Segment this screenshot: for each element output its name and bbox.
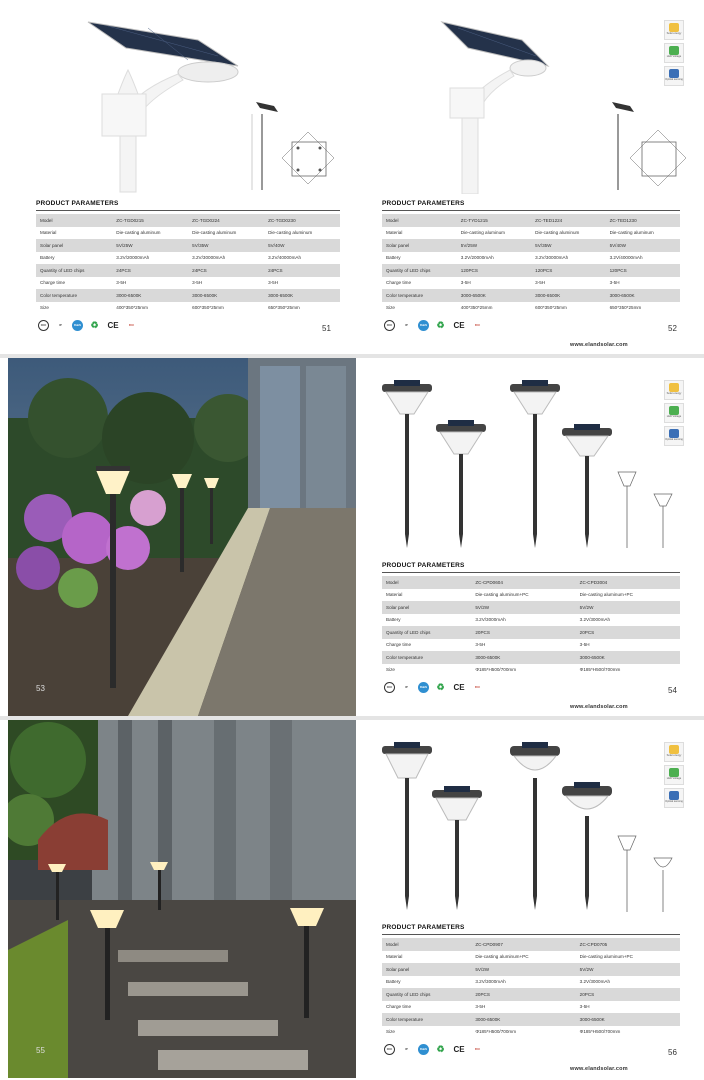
param-label-cell: Quantity of LED chips bbox=[382, 626, 471, 639]
led-voltage-icon-glyph bbox=[669, 46, 679, 55]
param-value-cell: 5V/40W bbox=[264, 239, 340, 252]
table-row bbox=[36, 302, 340, 315]
table-row bbox=[382, 277, 680, 290]
param-value-cell: 400*350*25mm bbox=[112, 302, 188, 315]
garden-scene-illustration bbox=[8, 358, 356, 716]
param-value-cell: 3.2V/20000mAh bbox=[112, 252, 188, 265]
feature-label: Optical sensing bbox=[665, 78, 683, 81]
table-row bbox=[382, 664, 680, 677]
table-row bbox=[382, 976, 680, 989]
ce-mark-icon: CE bbox=[453, 321, 465, 330]
param-label-cell: Color temperature bbox=[382, 1013, 471, 1026]
fcc-icon: FCC bbox=[474, 1048, 481, 1051]
feature-label: Optical sensing bbox=[665, 438, 683, 441]
param-value-cell: 5V/2W bbox=[471, 963, 575, 976]
param-value-cell: 120PCS bbox=[457, 264, 531, 277]
param-value-cell: 3-5H bbox=[471, 639, 575, 652]
param-value-cell: 3000-6500K bbox=[531, 289, 605, 302]
page-number: 51 bbox=[322, 324, 331, 333]
street-light-dimension-diagram bbox=[246, 94, 336, 194]
param-value-cell: ZC-CPD0705 bbox=[576, 938, 680, 951]
ccc-icon: CCC bbox=[38, 320, 49, 331]
table-row bbox=[382, 214, 680, 227]
param-value-cell: 3000-6500K bbox=[112, 289, 188, 302]
param-value-cell: Φ185*H500/700mm bbox=[576, 664, 680, 677]
param-label-cell: Solar panel bbox=[382, 963, 471, 976]
page-number: 56 bbox=[668, 1048, 677, 1057]
param-label-cell: Solar panel bbox=[382, 239, 457, 252]
table-row bbox=[36, 227, 340, 240]
param-value-cell: Die-casting aluminum+PC bbox=[471, 951, 575, 964]
table-row bbox=[382, 951, 680, 964]
param-value-cell: 3-5H bbox=[471, 1001, 575, 1014]
table-row bbox=[382, 1001, 680, 1014]
param-value-cell: Φ185*H500/700mm bbox=[576, 1026, 680, 1039]
ip-rating-icon: IP bbox=[405, 1048, 408, 1051]
param-label-cell: Battery bbox=[36, 252, 112, 265]
table-row bbox=[382, 289, 680, 302]
param-value-cell: 5V/35W bbox=[188, 239, 264, 252]
feature-icons bbox=[664, 20, 684, 86]
param-value-cell: 3.2V/3000mAh bbox=[576, 976, 680, 989]
params-title: PRODUCT PARAMETERS bbox=[382, 924, 465, 931]
params-divider bbox=[36, 210, 340, 211]
website-url: www.elandsolar.com bbox=[570, 1066, 628, 1072]
param-label-cell: Size bbox=[36, 302, 112, 315]
param-value-cell: 3.2V/30000mAh bbox=[531, 252, 605, 265]
param-value-cell: 3.2V/30000mAh bbox=[188, 252, 264, 265]
param-label-cell: Charge time bbox=[382, 277, 457, 290]
sun-energy-icon bbox=[664, 20, 684, 40]
param-value-cell: 5V/2W bbox=[471, 601, 575, 614]
fcc-icon: FCC bbox=[474, 324, 481, 327]
catalog-spread-55-56 bbox=[8, 720, 696, 1078]
product-parameters-table bbox=[382, 576, 680, 676]
page-number: 54 bbox=[668, 686, 677, 695]
param-label-cell: Material bbox=[36, 227, 112, 240]
lawn-light-product-image bbox=[378, 376, 618, 556]
param-value-cell: Die-casting aluminum bbox=[112, 227, 188, 240]
param-value-cell: ZC-TGD0215 bbox=[112, 214, 188, 227]
table-row bbox=[382, 227, 680, 240]
param-value-cell: 3.2V/3000mAh bbox=[471, 614, 575, 627]
param-label-cell: Quantity of LED chips bbox=[36, 264, 112, 277]
params-title: PRODUCT PARAMETERS bbox=[382, 562, 465, 569]
param-label-cell: Color temperature bbox=[36, 289, 112, 302]
patio-lawn-light-photo bbox=[8, 720, 356, 1078]
param-label-cell: Solar panel bbox=[36, 239, 112, 252]
param-value-cell: 20PCS bbox=[471, 988, 575, 1001]
optical-sensing-icon-glyph bbox=[669, 791, 679, 800]
table-row bbox=[382, 639, 680, 652]
sun-energy-icon-glyph bbox=[669, 23, 679, 32]
param-value-cell: ZC-TGD0224 bbox=[188, 214, 264, 227]
table-row bbox=[36, 239, 340, 252]
catalog-page-56 bbox=[358, 720, 696, 1078]
feature-label: LED Voltage bbox=[666, 777, 682, 780]
param-value-cell: 20PCS bbox=[576, 988, 680, 1001]
param-value-cell: 5V/2W bbox=[576, 963, 680, 976]
table-row bbox=[36, 289, 340, 302]
param-value-cell: Die-casting aluminum+PC bbox=[576, 951, 680, 964]
param-label-cell: Charge time bbox=[382, 1001, 471, 1014]
feature-label: LED Voltage bbox=[666, 55, 682, 58]
param-value-cell: 3000-6500K bbox=[471, 651, 575, 664]
param-value-cell: Die-casting aluminum bbox=[188, 227, 264, 240]
led-voltage-icon bbox=[664, 403, 684, 423]
fcc-icon: FCC bbox=[474, 686, 481, 689]
feature-label: Solar energy bbox=[666, 32, 682, 35]
catalog-page-52 bbox=[358, 0, 696, 352]
sun-energy-icon bbox=[664, 742, 684, 762]
recycle-icon: ♻ bbox=[436, 682, 445, 692]
table-row bbox=[382, 576, 680, 589]
param-value-cell: 400*350*25mm bbox=[457, 302, 531, 315]
patio-scene-illustration bbox=[8, 720, 356, 1078]
optical-sensing-icon bbox=[664, 426, 684, 446]
feature-label: Solar energy bbox=[666, 754, 682, 757]
param-label-cell: Size bbox=[382, 1026, 471, 1039]
sun-energy-icon bbox=[664, 380, 684, 400]
website-url: www.elandsolar.com bbox=[570, 342, 628, 348]
ip-rating-icon: IP bbox=[405, 324, 408, 327]
rohs-icon: RoHS bbox=[72, 320, 83, 331]
params-divider bbox=[382, 572, 680, 573]
param-value-cell: ZC-CPD3004 bbox=[576, 576, 680, 589]
param-value-cell: 20PCS bbox=[576, 626, 680, 639]
table-row bbox=[382, 264, 680, 277]
catalog-page-54 bbox=[358, 358, 696, 716]
param-value-cell: 3000-6500K bbox=[264, 289, 340, 302]
led-voltage-icon bbox=[664, 43, 684, 63]
param-value-cell: ZC-TGD0230 bbox=[264, 214, 340, 227]
sun-energy-icon-glyph bbox=[669, 745, 679, 754]
param-value-cell: 3-5H bbox=[112, 277, 188, 290]
param-label-cell: Battery bbox=[382, 614, 471, 627]
table-row bbox=[36, 252, 340, 265]
optical-sensing-icon bbox=[664, 66, 684, 86]
product-parameters-table bbox=[382, 214, 680, 314]
table-row bbox=[382, 302, 680, 315]
param-value-cell: 5V/25W bbox=[457, 239, 531, 252]
param-value-cell: 3-5H bbox=[457, 277, 531, 290]
catalog-spread-53-54 bbox=[8, 358, 696, 716]
feature-label: Solar energy bbox=[666, 392, 682, 395]
ip-rating-icon: IP bbox=[59, 324, 62, 327]
table-row bbox=[382, 614, 680, 627]
param-label-cell: Size bbox=[382, 302, 457, 315]
param-value-cell: 5V/35W bbox=[531, 239, 605, 252]
params-divider bbox=[382, 210, 680, 211]
fcc-icon: FCC bbox=[128, 324, 135, 327]
param-label-cell: Model bbox=[36, 214, 112, 227]
page-number: 52 bbox=[668, 324, 677, 333]
certification-icons bbox=[384, 682, 483, 693]
param-value-cell: 3-5H bbox=[188, 277, 264, 290]
param-value-cell: Die-casting aluminum bbox=[264, 227, 340, 240]
param-label-cell: Material bbox=[382, 951, 471, 964]
param-value-cell: 3.2V/40000mAh bbox=[264, 252, 340, 265]
param-value-cell: 3.2V/3000mAh bbox=[471, 976, 575, 989]
website-url: www.elandsolar.com bbox=[570, 704, 628, 710]
param-value-cell: ZC-CPD0907 bbox=[471, 938, 575, 951]
param-value-cell: 3000-6500K bbox=[576, 1013, 680, 1026]
table-row bbox=[382, 1026, 680, 1039]
param-value-cell: 3000-6500K bbox=[606, 289, 680, 302]
table-row bbox=[382, 252, 680, 265]
table-row bbox=[382, 239, 680, 252]
catalog-spread-51-52 bbox=[8, 0, 696, 352]
param-value-cell: 5V/25W bbox=[112, 239, 188, 252]
param-value-cell: 5V/2W bbox=[576, 601, 680, 614]
param-value-cell: 24PCS bbox=[264, 264, 340, 277]
garden-lawn-light-photo bbox=[8, 358, 356, 716]
param-label-cell: Quantity of LED chips bbox=[382, 264, 457, 277]
param-value-cell: 5V/40W bbox=[606, 239, 680, 252]
param-label-cell: Model bbox=[382, 938, 471, 951]
param-value-cell: 3-5H bbox=[606, 277, 680, 290]
street-light-product-image bbox=[432, 18, 562, 194]
optical-sensing-icon-glyph bbox=[669, 69, 679, 78]
table-row bbox=[382, 626, 680, 639]
page-number: 55 bbox=[36, 1046, 45, 1055]
ccc-icon: CCC bbox=[384, 1044, 395, 1055]
params-title: PRODUCT PARAMETERS bbox=[382, 200, 465, 207]
param-value-cell: 650*350*25mm bbox=[264, 302, 340, 315]
led-voltage-icon-glyph bbox=[669, 768, 679, 777]
param-label-cell: Color temperature bbox=[382, 651, 471, 664]
param-label-cell: Quantity of LED chips bbox=[382, 988, 471, 1001]
street-light-product-image bbox=[78, 14, 248, 194]
param-label-cell: Charge time bbox=[36, 277, 112, 290]
optical-sensing-icon-glyph bbox=[669, 429, 679, 438]
param-label-cell: Battery bbox=[382, 976, 471, 989]
lawn-light-product-image bbox=[378, 738, 618, 918]
led-voltage-icon bbox=[664, 765, 684, 785]
param-value-cell: 600*350*25mm bbox=[531, 302, 605, 315]
param-label-cell: Material bbox=[382, 589, 471, 602]
param-value-cell: 3.2V/20000mAh bbox=[457, 252, 531, 265]
ip-rating-icon: IP bbox=[405, 686, 408, 689]
feature-label: LED Voltage bbox=[666, 415, 682, 418]
param-value-cell: 3-5H bbox=[264, 277, 340, 290]
param-label-cell: Charge time bbox=[382, 639, 471, 652]
param-value-cell: Die-casting aluminum bbox=[531, 227, 605, 240]
certification-icons bbox=[38, 320, 137, 331]
feature-icons bbox=[664, 742, 684, 808]
lawn-light-dimension-diagram bbox=[614, 468, 684, 552]
certification-icons bbox=[384, 1044, 483, 1055]
param-value-cell: 3000-6500K bbox=[471, 1013, 575, 1026]
optical-sensing-icon bbox=[664, 788, 684, 808]
led-voltage-icon-glyph bbox=[669, 406, 679, 415]
table-row bbox=[382, 1013, 680, 1026]
table-row bbox=[382, 988, 680, 1001]
param-value-cell: 600*350*25mm bbox=[188, 302, 264, 315]
param-value-cell: 3000-6500K bbox=[457, 289, 531, 302]
param-value-cell: ZC-TYD1215 bbox=[457, 214, 531, 227]
recycle-icon: ♻ bbox=[436, 320, 445, 330]
page-number: 53 bbox=[36, 684, 45, 693]
param-value-cell: Φ185*H500/700mm bbox=[471, 664, 575, 677]
recycle-icon: ♻ bbox=[436, 1044, 445, 1054]
table-row bbox=[382, 938, 680, 951]
ccc-icon: CCC bbox=[384, 682, 395, 693]
param-label-cell: Color temperature bbox=[382, 289, 457, 302]
product-parameters-table bbox=[382, 938, 680, 1038]
param-value-cell: 24PCS bbox=[112, 264, 188, 277]
ce-mark-icon: CE bbox=[453, 683, 465, 692]
certification-icons bbox=[384, 320, 483, 331]
param-label-cell: Material bbox=[382, 227, 457, 240]
param-value-cell: 3-5H bbox=[531, 277, 605, 290]
param-value-cell: 3000-6500K bbox=[188, 289, 264, 302]
param-value-cell: Die-casting aluminum bbox=[606, 227, 680, 240]
param-value-cell: 20PCS bbox=[471, 626, 575, 639]
feature-label: Optical sensing bbox=[665, 800, 683, 803]
param-value-cell: 3000-6500K bbox=[576, 651, 680, 664]
param-value-cell: 24PCS bbox=[188, 264, 264, 277]
param-value-cell: 3-5H bbox=[576, 1001, 680, 1014]
params-divider bbox=[382, 934, 680, 935]
param-value-cell: ZC-TED1230 bbox=[606, 214, 680, 227]
rohs-icon: RoHS bbox=[418, 1044, 429, 1055]
street-light-dimension-diagram bbox=[602, 94, 692, 194]
param-label-cell: Battery bbox=[382, 252, 457, 265]
table-row bbox=[382, 651, 680, 664]
recycle-icon: ♻ bbox=[90, 320, 99, 330]
param-value-cell: 650*350*25mm bbox=[606, 302, 680, 315]
rohs-icon: RoHS bbox=[418, 320, 429, 331]
lawn-light-dimension-diagram bbox=[614, 832, 684, 916]
ce-mark-icon: CE bbox=[453, 1045, 465, 1054]
feature-icons bbox=[664, 380, 684, 446]
table-row bbox=[36, 264, 340, 277]
sun-energy-icon-glyph bbox=[669, 383, 679, 392]
param-value-cell: ZC-CPD0604 bbox=[471, 576, 575, 589]
param-label-cell: Solar panel bbox=[382, 601, 471, 614]
ccc-icon: CCC bbox=[384, 320, 395, 331]
table-row bbox=[382, 963, 680, 976]
param-value-cell: 120PCS bbox=[606, 264, 680, 277]
rohs-icon: RoHS bbox=[418, 682, 429, 693]
product-parameters-table bbox=[36, 214, 340, 314]
table-row bbox=[36, 277, 340, 290]
param-label-cell: Size bbox=[382, 664, 471, 677]
param-value-cell: ZC-TED1224 bbox=[531, 214, 605, 227]
param-value-cell: Φ185*H500/700mm bbox=[471, 1026, 575, 1039]
param-label-cell: Model bbox=[382, 214, 457, 227]
param-value-cell: 3.2V/40000mAh bbox=[606, 252, 680, 265]
param-value-cell: Die-casting aluminum+PC bbox=[471, 589, 575, 602]
table-row bbox=[382, 601, 680, 614]
param-value-cell: Die-casting aluminum bbox=[457, 227, 531, 240]
param-value-cell: 3.2V/3000mAh bbox=[576, 614, 680, 627]
table-row bbox=[382, 589, 680, 602]
param-value-cell: 3-5H bbox=[576, 639, 680, 652]
table-row bbox=[36, 214, 340, 227]
param-label-cell: Model bbox=[382, 576, 471, 589]
param-value-cell: Die-casting aluminum+PC bbox=[576, 589, 680, 602]
param-value-cell: 120PCS bbox=[531, 264, 605, 277]
ce-mark-icon: CE bbox=[107, 321, 119, 330]
catalog-page-51 bbox=[8, 0, 356, 352]
params-title: PRODUCT PARAMETERS bbox=[36, 200, 119, 207]
